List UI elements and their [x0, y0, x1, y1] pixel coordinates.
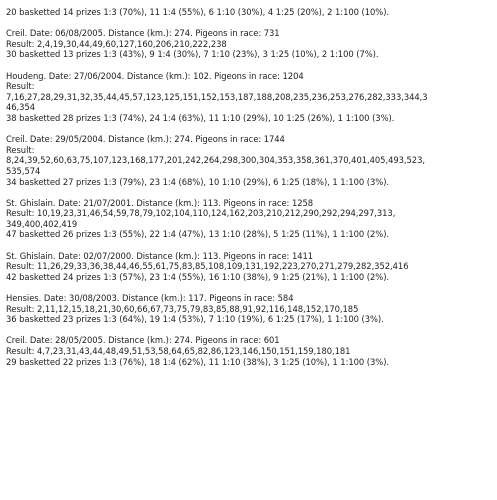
race-entry	[6, 198, 494, 240]
race-result: Result:	[6, 144, 35, 155]
previous-race-summary: 20 basketted 14 prizes 1:3 (70%), 11 1:4 (55%), 6 1:10 (30%), 4 1:25 (20%), 2 1:100 (10%).	[6, 7, 390, 17]
race-summary: 30 basketted 13 prizes 1:3 (43%), 9 1:4 (30%), 7 1:10 (23%), 3 1:25 (10%), 2 1:100 (7%).	[6, 49, 379, 60]
race-summary: 38 basketted 28 prizes 1:3 (74%), 24 1:4 (63%), 11 1:10 (29%), 10 1:25 (26%), 1 1:100 (3%).	[6, 112, 395, 123]
race-entry	[6, 251, 494, 283]
race-result: Result: 2,4,19,30,44,49,60,127,160,206,210,222,238	[6, 38, 227, 49]
race-entry	[6, 28, 494, 60]
race-result: 46,354	[6, 102, 36, 113]
race-summary: 47 basketted 26 prizes 1:3 (55%), 22 1:4 (47%), 13 1:10 (28%), 5 1:25 (11%), 1 1:100 (2%).	[6, 229, 390, 240]
race-result: Result: 11,26,29,33,36,38,44,46,55,61,75,83,85,108,109,131,192,223,270,271,279,282,352,416	[6, 261, 409, 272]
race-header: Houdeng. Date: 27/06/2004. Distance (km.): 102. Pigeons in race: 1204	[6, 70, 304, 81]
race-summary: 36 basketted 23 prizes 1:3 (64%), 19 1:4 (53%), 7 1:10 (19%), 6 1:25 (17%), 1 1:100 (3%).	[6, 314, 384, 325]
race-entry	[6, 134, 494, 187]
results-document	[6, 7, 494, 367]
race-result: Result: 4,7,23,31,43,44,48,49,51,53,58,64,65,82,86,123,146,150,151,159,180,181	[6, 346, 351, 356]
race-result: 535,574	[6, 165, 41, 176]
race-header: Creil. Date: 28/05/2005. Distance (km.): 274. Pigeons in race: 601	[6, 335, 280, 346]
race-result: 7,16,27,28,29,31,32,35,44,45,57,123,125,151,152,153,187,188,208,235,236,253,276,282,333,344,3	[6, 91, 428, 102]
race-header: Hensies. Date: 30/08/2003. Distance (km.): 117. Pigeons in race: 584	[6, 293, 294, 304]
race-header: St. Ghislain. Date: 21/07/2001. Distance (km.): 113. Pigeons in race: 1258	[6, 197, 314, 208]
race-summary: 34 basketted 27 prizes 1:3 (79%), 23 1:4 (68%), 10 1:10 (29%), 6 1:25 (18%), 1 1:100 (3%).	[6, 176, 390, 187]
race-header: Creil. Date: 06/08/2005. Distance (km.): 274. Pigeons in race: 731	[6, 28, 280, 39]
race-entry	[6, 335, 494, 367]
race-result: Result: 2,11,12,15,18,21,30,60,66,67,73,75,79,83,85,88,91,92,116,148,152,170,185	[6, 303, 359, 314]
race-summary: 29 basketted 22 prizes 1:3 (76%), 18 1:4 (62%), 11 1:10 (38%), 3 1:25 (10%), 1 1:100 (3%).	[6, 356, 390, 367]
race-result: Result:	[6, 81, 35, 92]
race-entry	[6, 71, 494, 124]
race-header: St. Ghislain. Date: 02/07/2000. Distance (km.): 113. Pigeons in race: 1411	[6, 250, 314, 261]
race-result: 349,400,402,419	[6, 218, 78, 229]
race-entry	[6, 293, 494, 325]
race-summary: 42 basketted 24 prizes 1:3 (57%), 23 1:4 (55%), 16 1:10 (38%), 9 1:25 (21%), 1 1:100 (2%).	[6, 271, 390, 282]
race-result: 8,24,39,52,60,63,75,107,123,168,177,201,242,264,298,300,304,353,358,361,370,401,405,493,523,	[6, 155, 425, 166]
race-result: Result: 10,19,23,31,46,54,59,78,79,102,104,110,124,162,203,210,212,290,292,294,297,313,	[6, 208, 396, 219]
race-header: Creil. Date: 29/05/2004. Distance (km.): 274. Pigeons in race: 1744	[6, 134, 285, 145]
